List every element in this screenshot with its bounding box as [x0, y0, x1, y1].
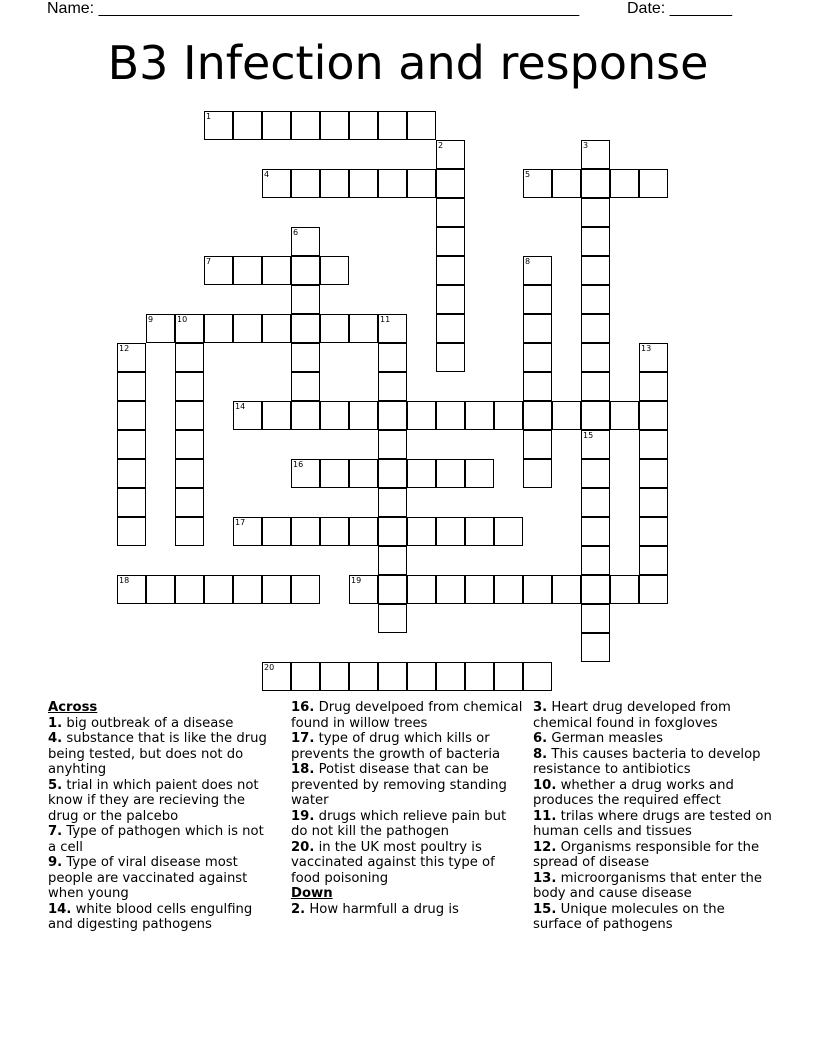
grid-cell[interactable]: [581, 488, 610, 517]
grid-cell[interactable]: [610, 401, 639, 430]
grid-cell[interactable]: [639, 430, 668, 459]
clue-number: 6.: [533, 731, 548, 746]
grid-cell[interactable]: [291, 517, 320, 546]
grid-cell[interactable]: [204, 256, 233, 285]
clue-number-label: 18: [119, 576, 130, 585]
clue-number-label: 16: [293, 460, 304, 469]
clue-text: Organisms responsible for the spread of disease: [533, 839, 760, 870]
grid-cell[interactable]: [436, 401, 465, 430]
grid-cell[interactable]: [581, 575, 610, 604]
grid-cell[interactable]: [117, 575, 146, 604]
grid-cell[interactable]: [465, 459, 494, 488]
clue-number: 17.: [291, 731, 315, 746]
grid-cell[interactable]: [117, 401, 146, 430]
clue-number: 20.: [291, 839, 315, 855]
grid-cell[interactable]: [262, 401, 291, 430]
clue-text: drugs which relieve pain but do not kill the pathogen: [291, 808, 507, 839]
down-clue-list: [291, 902, 523, 918]
grid-cell[interactable]: [523, 575, 552, 604]
grid-cell[interactable]: [610, 575, 639, 604]
grid-cell[interactable]: [581, 169, 610, 198]
grid-cell[interactable]: [117, 488, 146, 517]
grid-cell[interactable]: [262, 256, 291, 285]
clue-number-label: 13: [641, 344, 652, 353]
grid-cell[interactable]: [436, 140, 465, 169]
grid-cell[interactable]: [465, 517, 494, 546]
grid-cell[interactable]: [378, 459, 407, 488]
clue-text: in the UK most poultry is vaccinated against this type of food poisoning: [291, 839, 495, 886]
clue: [533, 747, 773, 778]
clue-number: 2.: [291, 901, 306, 917]
clue-number-label: 20: [264, 663, 275, 672]
grid-cell[interactable]: [581, 140, 610, 169]
clue-number: 1.: [48, 715, 63, 731]
clue-number-label: 3: [583, 141, 589, 150]
grid-cell[interactable]: [378, 401, 407, 430]
clue-text: whether a drug works and produces the required effect: [533, 777, 734, 808]
grid-cell[interactable]: [262, 169, 291, 198]
clue-text: How harmfull a drug is: [305, 901, 459, 917]
grid-cell[interactable]: [581, 198, 610, 227]
grid-cell[interactable]: [407, 575, 436, 604]
grid-cell[interactable]: [320, 111, 349, 140]
grid-cell[interactable]: [349, 314, 378, 343]
across-clue-list-cont: [291, 700, 523, 886]
clue: [533, 871, 773, 902]
clue-number-label: 17: [235, 518, 246, 527]
grid-cell[interactable]: [639, 169, 668, 198]
clue: [291, 809, 523, 840]
grid-cell[interactable]: [639, 372, 668, 401]
grid-cell[interactable]: [552, 575, 581, 604]
clue: [48, 731, 273, 778]
grid-cell[interactable]: [233, 517, 262, 546]
grid-cell[interactable]: [320, 169, 349, 198]
clue-number: 8.: [533, 746, 548, 762]
grid-cell[interactable]: [436, 256, 465, 285]
grid-cell[interactable]: [291, 459, 320, 488]
grid-cell[interactable]: [320, 662, 349, 691]
grid-cell[interactable]: [262, 517, 291, 546]
grid-cell[interactable]: [523, 459, 552, 488]
grid-cell[interactable]: [436, 517, 465, 546]
grid-cell[interactable]: [639, 546, 668, 575]
down-clue-list-cont: [533, 700, 773, 933]
grid-cell[interactable]: [320, 459, 349, 488]
grid-cell[interactable]: [117, 343, 146, 372]
grid-cell[interactable]: [436, 227, 465, 256]
clue-number-label: 4: [264, 170, 270, 179]
grid-cell[interactable]: [436, 662, 465, 691]
grid-cell[interactable]: [378, 575, 407, 604]
grid-cell[interactable]: [378, 343, 407, 372]
grid-cell[interactable]: [639, 459, 668, 488]
clue: [48, 855, 273, 902]
clue-number: 19.: [291, 808, 315, 824]
clue-number-label: 15: [583, 431, 594, 440]
grid-cell[interactable]: [175, 459, 204, 488]
grid-cell[interactable]: [581, 401, 610, 430]
grid-cell[interactable]: [291, 256, 320, 285]
clue-number-label: 5: [525, 170, 531, 179]
grid-cell[interactable]: [436, 314, 465, 343]
clue-number: 9.: [48, 855, 63, 870]
clue-number: 13.: [533, 870, 557, 886]
grid-cell[interactable]: [407, 401, 436, 430]
grid-cell[interactable]: [233, 256, 262, 285]
grid-cell[interactable]: [349, 111, 378, 140]
grid-cell[interactable]: [378, 314, 407, 343]
grid-cell[interactable]: [581, 430, 610, 459]
grid-cell[interactable]: [291, 575, 320, 604]
grid-cell[interactable]: [581, 459, 610, 488]
grid-cell[interactable]: [378, 517, 407, 546]
grid-cell[interactable]: [436, 169, 465, 198]
grid-cell[interactable]: [494, 662, 523, 691]
grid-cell[interactable]: [262, 575, 291, 604]
grid-cell[interactable]: [320, 256, 349, 285]
grid-cell[interactable]: [494, 517, 523, 546]
grid-cell[interactable]: [407, 459, 436, 488]
grid-cell[interactable]: [523, 401, 552, 430]
clue-text: trial in which paient does not know if they are recieving the drug or the palcebo: [48, 777, 259, 824]
grid-cell[interactable]: [407, 169, 436, 198]
grid-cell[interactable]: [639, 401, 668, 430]
clue-number: 5.: [48, 777, 63, 793]
grid-cell[interactable]: [175, 575, 204, 604]
clue: [291, 902, 523, 918]
grid-cell[interactable]: [349, 575, 378, 604]
clue-number-label: 8: [525, 257, 531, 266]
grid-cell[interactable]: [175, 488, 204, 517]
page-title: B3 Infection and response: [107, 36, 709, 90]
clue: [533, 840, 773, 871]
grid-cell[interactable]: [581, 372, 610, 401]
clue-number: 12.: [533, 839, 557, 855]
grid-cell[interactable]: [291, 169, 320, 198]
clue-number: 3.: [533, 700, 548, 715]
clue: [291, 700, 523, 731]
grid-cell[interactable]: [117, 372, 146, 401]
grid-cell[interactable]: [349, 169, 378, 198]
grid-cell[interactable]: [204, 314, 233, 343]
grid-cell[interactable]: [523, 430, 552, 459]
name-field[interactable]: ______________________________________________________: [98, 0, 580, 17]
grid-cell[interactable]: [175, 401, 204, 430]
grid-cell[interactable]: [320, 517, 349, 546]
grid-cell[interactable]: [523, 372, 552, 401]
grid-cell[interactable]: [465, 575, 494, 604]
clue-text: Type of viral disease most people are vaccinated against when young: [48, 855, 248, 901]
grid-cell[interactable]: [291, 111, 320, 140]
grid-cell[interactable]: [175, 430, 204, 459]
grid-cell[interactable]: [378, 662, 407, 691]
grid-cell[interactable]: [320, 401, 349, 430]
clue-number-label: 1: [206, 112, 212, 121]
clue-number-label: 10: [177, 315, 188, 324]
clue-text: Type of pathogen which is not a cell: [48, 824, 264, 855]
grid-cell[interactable]: [639, 575, 668, 604]
grid-cell[interactable]: [523, 314, 552, 343]
grid-cell[interactable]: [262, 314, 291, 343]
clue: [533, 809, 773, 840]
clue: [291, 840, 523, 887]
clue: [48, 716, 273, 732]
grid-cell[interactable]: [291, 372, 320, 401]
grid-cell[interactable]: [175, 314, 204, 343]
grid-cell[interactable]: [407, 517, 436, 546]
grid-cell[interactable]: [378, 546, 407, 575]
grid-cell[interactable]: [581, 314, 610, 343]
name-label: Name:: [47, 0, 99, 17]
clue-number: 11.: [533, 808, 557, 824]
grid-cell[interactable]: [175, 343, 204, 372]
clue-text: Drug develpoed from chemical found in willow trees: [291, 700, 523, 731]
grid-cell[interactable]: [581, 227, 610, 256]
grid-cell[interactable]: [610, 169, 639, 198]
clue-text: big outbreak of a disease: [62, 715, 234, 731]
clue-number-label: 7: [206, 257, 212, 266]
grid-cell[interactable]: [407, 111, 436, 140]
clue-number-label: 11: [380, 315, 391, 324]
down-heading: Down: [291, 886, 333, 901]
grid-cell[interactable]: [581, 633, 610, 662]
grid-cell[interactable]: [349, 459, 378, 488]
clue-number: 16.: [291, 700, 315, 715]
clue-text: microorganisms that enter the body and cause disease: [533, 870, 763, 901]
clues-column-1: [48, 700, 273, 933]
grid-cell[interactable]: [581, 256, 610, 285]
grid-cell[interactable]: [436, 198, 465, 227]
grid-cell[interactable]: [175, 372, 204, 401]
grid-cell[interactable]: [494, 401, 523, 430]
grid-cell[interactable]: [291, 401, 320, 430]
grid-cell[interactable]: [552, 401, 581, 430]
grid-cell[interactable]: [233, 111, 262, 140]
grid-cell[interactable]: [175, 517, 204, 546]
grid-cell[interactable]: [581, 546, 610, 575]
clue-number-label: 14: [235, 402, 246, 411]
grid-cell[interactable]: [291, 314, 320, 343]
grid-cell[interactable]: [349, 517, 378, 546]
clue: [533, 700, 773, 731]
grid-cell[interactable]: [291, 227, 320, 256]
date-field[interactable]: _______: [669, 0, 732, 17]
grid-cell[interactable]: [320, 314, 349, 343]
clue-number-label: 6: [293, 228, 299, 237]
clue-text: Potist disease that can be prevented by removing standing water: [291, 762, 507, 808]
grid-cell[interactable]: [523, 285, 552, 314]
across-clue-list: [48, 716, 273, 933]
grid-cell[interactable]: [378, 488, 407, 517]
across-heading: Across: [48, 700, 98, 715]
clues-column-3: [533, 700, 773, 933]
clue-text: This causes bacteria to develop resistance to antibiotics: [533, 746, 761, 777]
grid-cell[interactable]: [465, 401, 494, 430]
grid-cell[interactable]: [378, 430, 407, 459]
grid-cell[interactable]: [436, 285, 465, 314]
grid-cell[interactable]: [233, 314, 262, 343]
grid-cell[interactable]: [639, 517, 668, 546]
clue-number: 10.: [533, 777, 557, 793]
grid-cell[interactable]: [117, 430, 146, 459]
clue: [291, 762, 523, 809]
grid-cell[interactable]: [523, 662, 552, 691]
clue-number-label: 9: [148, 315, 154, 324]
clue-text: Unique molecules on the surface of pathogens: [533, 901, 725, 932]
grid-cell[interactable]: [233, 401, 262, 430]
clue: [291, 731, 523, 762]
clue-text: white blood cells engulfing and digesting pathogens: [48, 901, 253, 932]
clue-number-label: 2: [438, 141, 444, 150]
clue-text: German measles: [547, 731, 663, 746]
grid-cell[interactable]: [204, 575, 233, 604]
grid-cell[interactable]: [204, 111, 233, 140]
grid-cell[interactable]: [581, 285, 610, 314]
grid-cell[interactable]: [349, 401, 378, 430]
grid-cell[interactable]: [146, 575, 175, 604]
grid-cell[interactable]: [262, 111, 291, 140]
clue-text: substance that is like the drug being tested, but does not do anyhting: [48, 731, 267, 777]
grid-cell[interactable]: [378, 372, 407, 401]
grid-cell[interactable]: [378, 111, 407, 140]
clue: [533, 731, 773, 747]
grid-cell[interactable]: [494, 575, 523, 604]
clue-number-label: 12: [119, 344, 130, 353]
clue: [48, 778, 273, 825]
grid-cell[interactable]: [436, 459, 465, 488]
grid-cell[interactable]: [552, 169, 581, 198]
clue: [533, 902, 773, 933]
clue-text: trilas where drugs are tested on human cells and tissues: [533, 808, 772, 839]
clue-number: 18.: [291, 762, 315, 777]
grid-cell[interactable]: [523, 343, 552, 372]
clue-text: type of drug which kills or prevents the growth of bacteria: [291, 731, 501, 762]
grid-cell[interactable]: [436, 575, 465, 604]
grid-cell[interactable]: [378, 604, 407, 633]
grid-cell[interactable]: [465, 662, 494, 691]
grid-cell[interactable]: [581, 517, 610, 546]
clue-number: 4.: [48, 731, 63, 746]
clue: [533, 778, 773, 809]
clue-number: 7.: [48, 824, 63, 839]
clue-number: 15.: [533, 901, 557, 917]
grid-cell[interactable]: [581, 604, 610, 633]
grid-cell[interactable]: [262, 662, 291, 691]
grid-cell[interactable]: [291, 343, 320, 372]
clue-number-label: 19: [351, 576, 362, 585]
grid-cell[interactable]: [523, 256, 552, 285]
clue: [48, 824, 273, 855]
grid-cell[interactable]: [146, 314, 175, 343]
grid-cell[interactable]: [117, 459, 146, 488]
grid-cell[interactable]: [407, 662, 436, 691]
clue-text: Heart drug developed from chemical found in foxgloves: [533, 700, 731, 731]
grid-cell[interactable]: [233, 575, 262, 604]
clue: [48, 902, 273, 933]
grid-cell[interactable]: [291, 662, 320, 691]
grid-cell[interactable]: [639, 343, 668, 372]
clue-number: 14.: [48, 901, 72, 917]
grid-cell[interactable]: [378, 169, 407, 198]
grid-cell[interactable]: [291, 285, 320, 314]
clues-column-2: [291, 700, 523, 917]
grid-cell[interactable]: [436, 343, 465, 372]
grid-cell[interactable]: [639, 488, 668, 517]
grid-cell[interactable]: [117, 517, 146, 546]
date-label: Date:: [627, 0, 670, 17]
grid-cell[interactable]: [581, 343, 610, 372]
grid-cell[interactable]: [523, 169, 552, 198]
grid-cell[interactable]: [349, 662, 378, 691]
